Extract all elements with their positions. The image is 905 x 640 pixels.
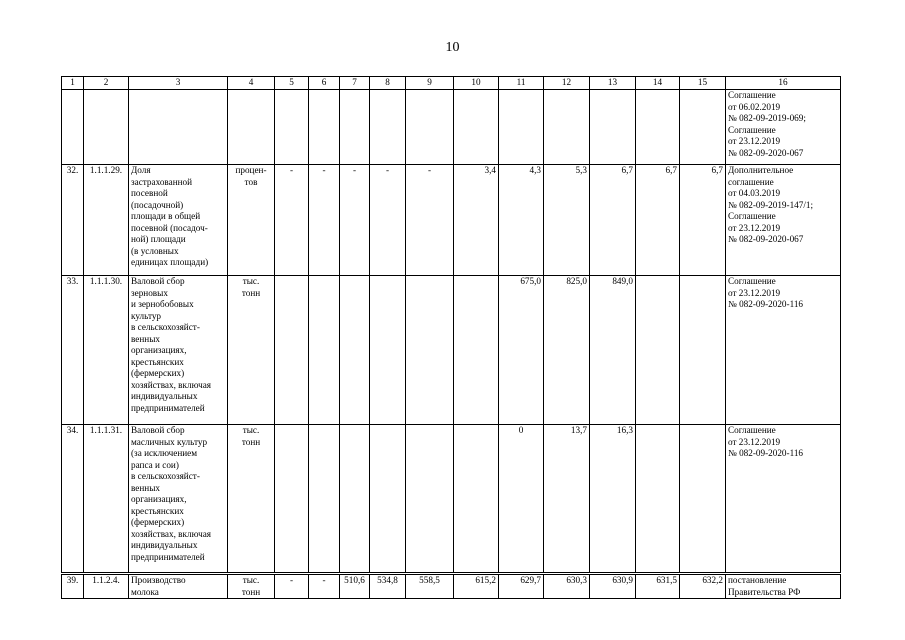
table-row [62,165,841,276]
col-header: 10 [454,77,499,90]
col-header: 13 [590,77,636,90]
col-header: 7 [340,77,370,90]
value-8: - [370,165,406,276]
row-number: 39. [62,574,84,599]
basis-document: постановление Правительства РФ [726,574,841,599]
value-6: - [309,165,340,276]
basis-document: Дополнительное соглашение от 04.03.2019 № 082-09-2019-147/1; Соглашение от 23.12.2019 № 082-09-2020-067 [726,165,841,276]
value-10 [454,425,499,574]
value-13: 849,0 [590,276,636,425]
indicator-name: Валовой сбор масличных культур (за исключением рапса и сои) в сельскохозяйст- венных организациях, крестьянских (фермерских) хозяйствах, включая индивидуальных предпринимателей [129,425,228,574]
indicator-code: 1.1.2.4. [84,574,129,599]
unit: процен- тов [228,165,275,276]
value-13: 6,7 [590,165,636,276]
value-15: 6,7 [680,165,726,276]
value-15: 632,2 [680,574,726,599]
value-12: 13,7 [544,425,590,574]
col-header: 2 [84,77,129,90]
col-header: 11 [499,77,544,90]
value-5: - [275,165,309,276]
value-14: 6,7 [636,165,680,276]
table-row [62,276,841,425]
unit: тыс. тонн [228,574,275,599]
value-9 [406,276,454,425]
value-15 [680,425,726,574]
row-number: 34. [62,425,84,574]
value-7 [340,425,370,574]
basis-document: Соглашение от 23.12.2019 № 082-09-2020-116 [726,425,841,574]
table-row [62,425,841,574]
col-header: 6 [309,77,340,90]
value-7 [340,276,370,425]
value-8: 534,8 [370,574,406,599]
col-header: 1 [62,77,84,90]
page-number: 10 [445,40,460,55]
col-header: 5 [275,77,309,90]
indicator-code: 1.1.1.30. [84,276,129,425]
value-8 [370,276,406,425]
col-header: 8 [370,77,406,90]
basis-document: Соглашение от 06.02.2019 № 082-09-2019-069; Соглашение от 23.12.2019 № 082-09-2020-067 [726,90,841,165]
value-11: 4,3 [499,165,544,276]
value-14 [636,276,680,425]
col-header: 14 [636,77,680,90]
value-14 [636,425,680,574]
value-6 [309,276,340,425]
value-7: - [340,165,370,276]
value-13: 16,3 [590,425,636,574]
value-12: 5,3 [544,165,590,276]
value-9: 558,5 [406,574,454,599]
table-row [62,574,841,599]
indicator-name: Валовой сбор зерновых и зернобобовых культур в сельскохозяйст- венных организациях, крестьянских (фермерских) хозяйствах, включая индивидуальных предпринимателей [129,276,228,425]
value-15 [680,276,726,425]
value-12: 825,0 [544,276,590,425]
unit: тыс. тонн [228,425,275,574]
value-11: 0 [499,425,544,574]
value-5 [275,276,309,425]
indicator-name: Доля застрахованной посевной (посадочной) площади в общей посевной (посадоч- ной) площади (в условных единицах площади) [129,165,228,276]
value-10: 3,4 [454,165,499,276]
table-row-continuation [62,90,841,165]
value-9: - [406,165,454,276]
value-11: 629,7 [499,574,544,599]
col-header: 3 [129,77,228,90]
value-7: 510,6 [340,574,370,599]
col-header: 4 [228,77,275,90]
col-header: 9 [406,77,454,90]
value-8 [370,425,406,574]
value-13: 630,9 [590,574,636,599]
indicator-code: 1.1.1.31. [84,425,129,574]
value-5: - [275,574,309,599]
column-number-row [62,77,841,90]
row-number: 33. [62,276,84,425]
value-11: 675,0 [499,276,544,425]
indicators-table [61,76,841,599]
indicator-name: Производство молока [129,574,228,599]
value-10 [454,276,499,425]
value-6 [309,425,340,574]
value-9 [406,425,454,574]
value-10: 615,2 [454,574,499,599]
col-header: 15 [680,77,726,90]
row-number: 32. [62,165,84,276]
value-14: 631,5 [636,574,680,599]
col-header: 12 [544,77,590,90]
value-6: - [309,574,340,599]
indicator-code: 1.1.1.29. [84,165,129,276]
value-5 [275,425,309,574]
basis-document: Соглашение от 23.12.2019 № 082-09-2020-116 [726,276,841,425]
value-12: 630,3 [544,574,590,599]
col-header: 16 [726,77,841,90]
unit: тыс. тонн [228,276,275,425]
